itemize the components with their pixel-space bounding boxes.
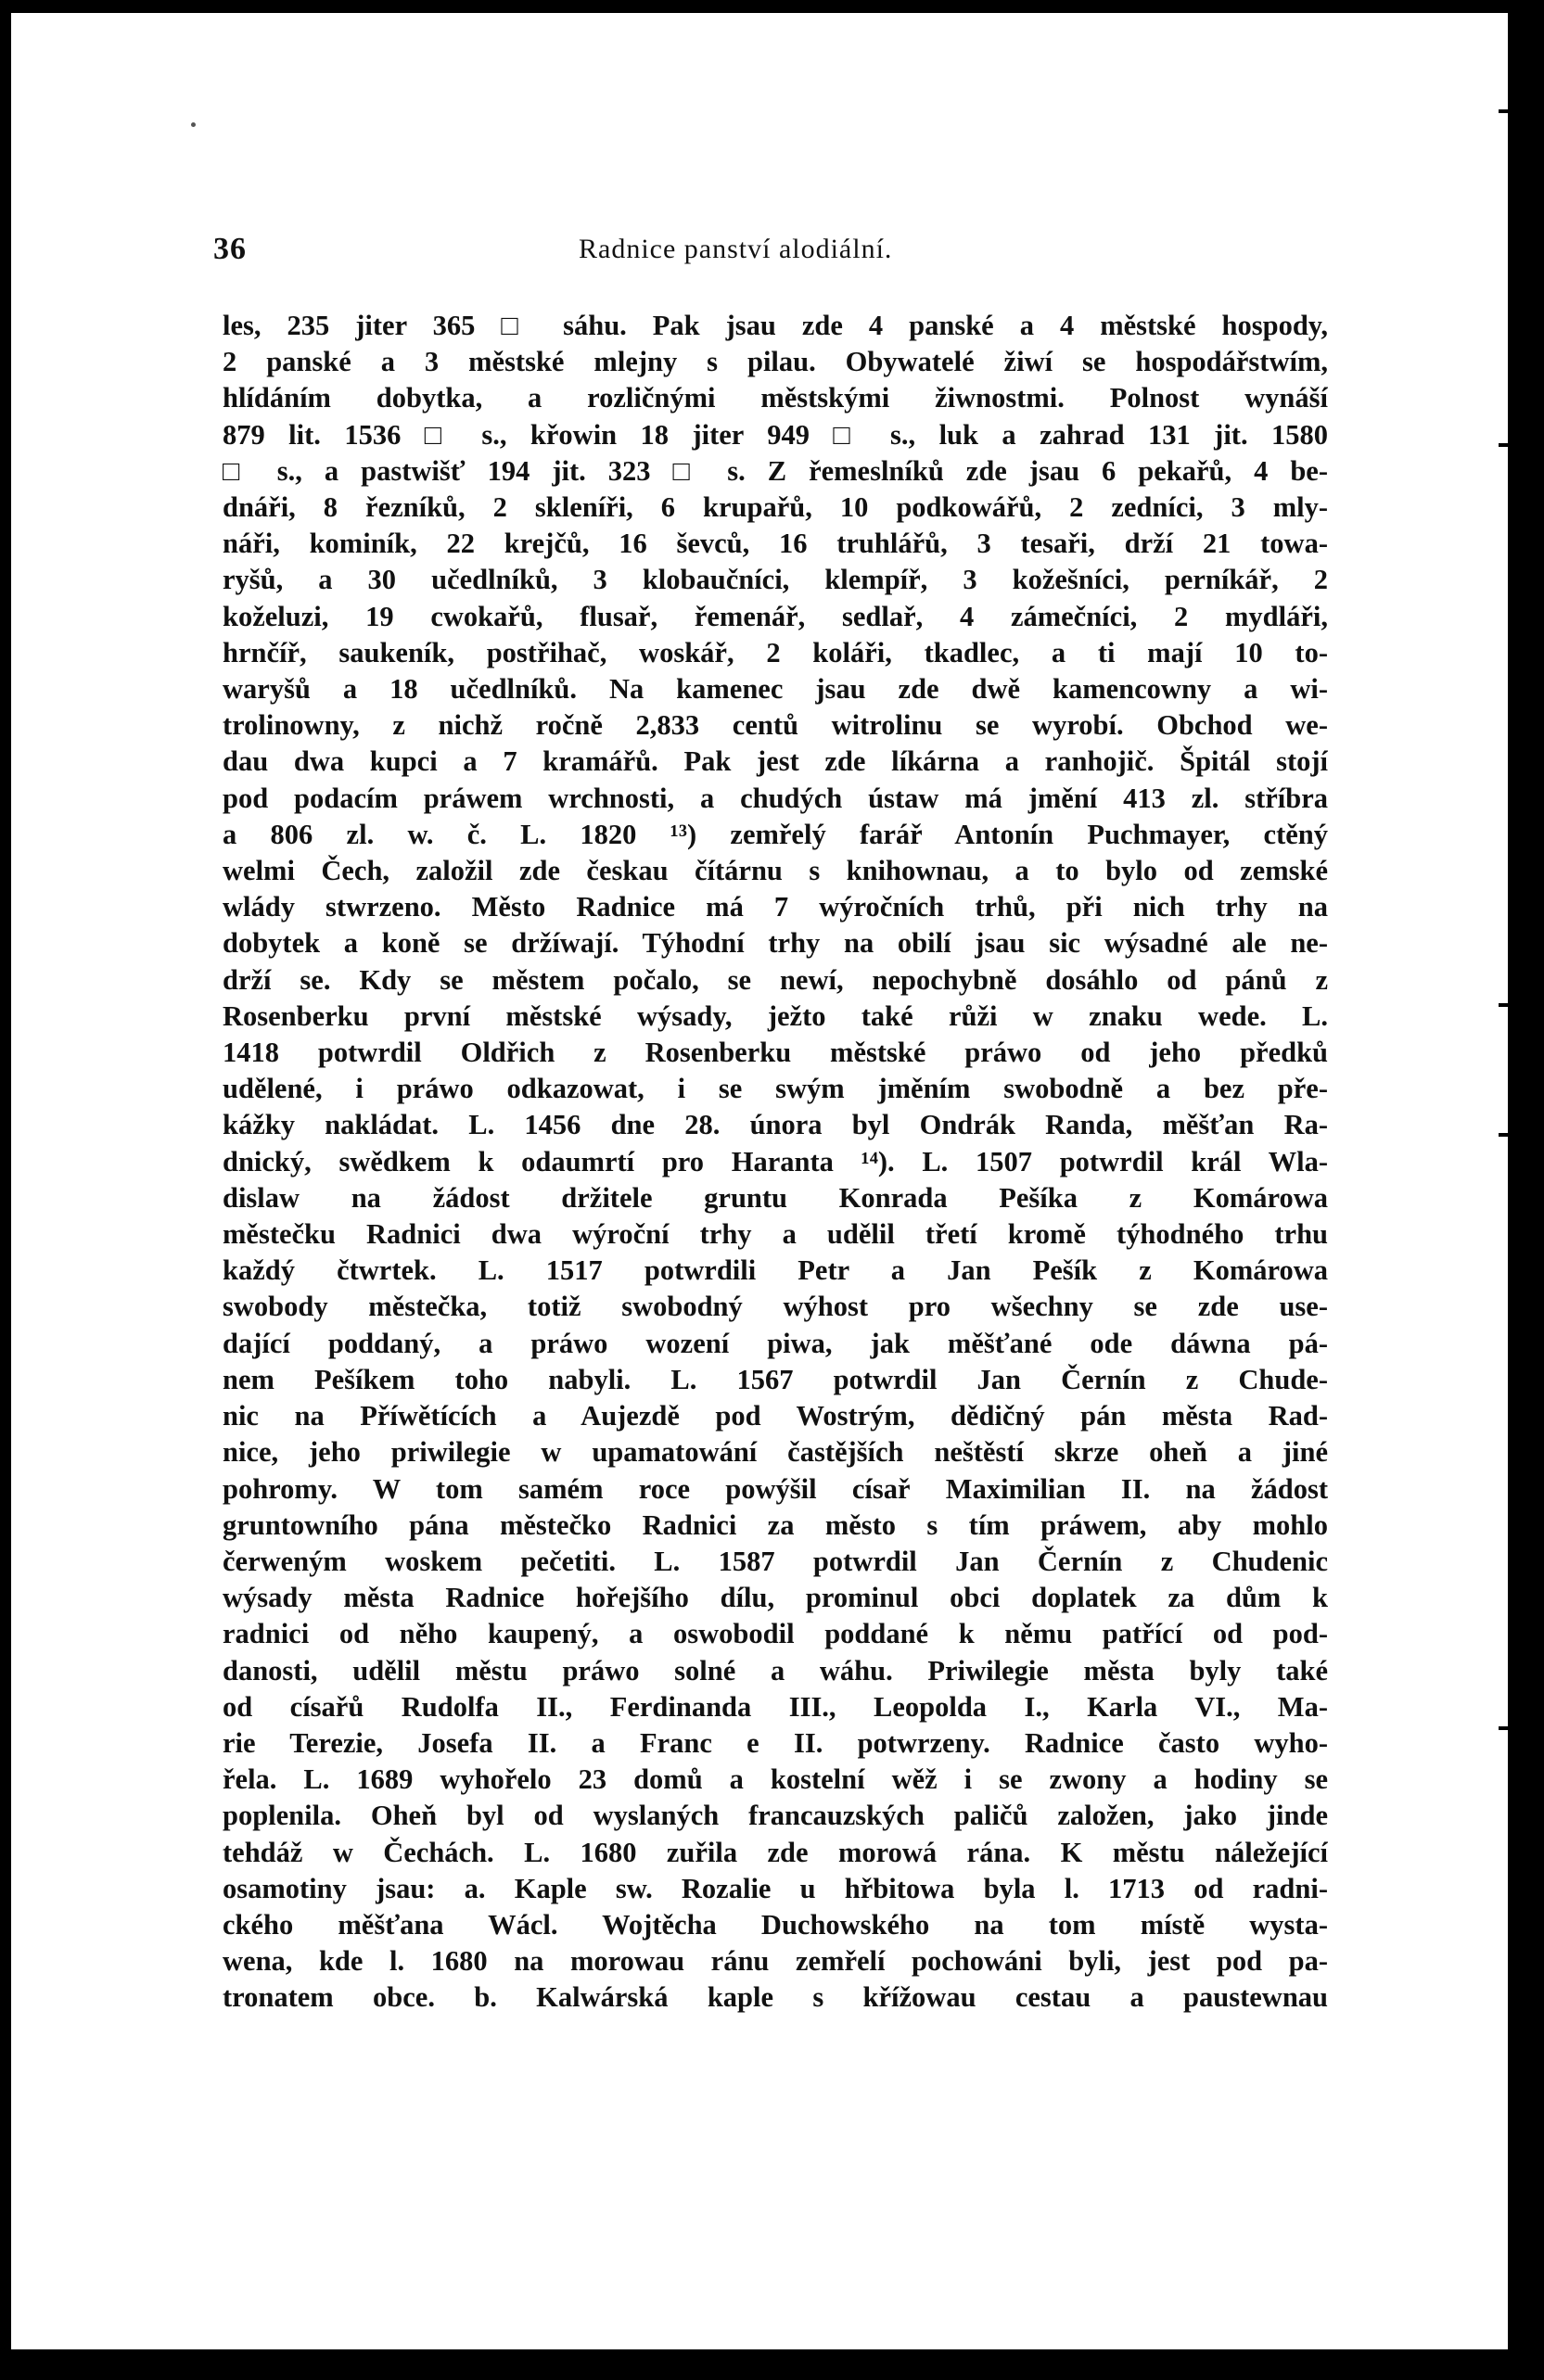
text-line: 879 lit. 1536 □ s., křowin 18 jiter 949 □ s., luk a zahrad 131 jit. 1580 [223, 418, 1328, 451]
text-line: tronatem obce. b. Kalwárská kaple s křížowau cestau a paustewnau [223, 1981, 1328, 2014]
book-page [11, 13, 1504, 2349]
text-line: dau dwa kupci a 7 kramářů. Pak jest zde líkárna a ranhojič. Špitál stojí [223, 745, 1328, 778]
running-head [11, 232, 1504, 269]
ink-speck [191, 122, 196, 127]
edge-mark [1499, 1726, 1508, 1730]
text-line: nic na Příwětících a Aujezdě pod Wostrým, dědičný pán města Rad- [223, 1400, 1328, 1432]
text-line: řela. L. 1689 wyhořelo 23 domů a kostelní wěž i se zwony a hodiny se [223, 1763, 1328, 1796]
text-line: nice, jeho priwilegie w upamatowání častějších neštěstí skrze oheň a jiné [223, 1436, 1328, 1469]
text-line: Rosenberku první městské wýsady, ježto také růži w znaku wede. L. [223, 999, 1328, 1032]
text-line: 1418 potwrdil Oldřich z Rosenberku městské práwo od jeho předků [223, 1037, 1328, 1069]
text-line: nem Pešíkem toho nabyli. L. 1567 potwrdil Jan Černín z Chude- [223, 1363, 1328, 1395]
text-line: městečku Radnici dwa wýroční trhy a udělil třetí kromě týhodného trhu [223, 1218, 1328, 1251]
text-line: poplenila. Oheň byl od wyslaných francauzských paličů založen, jako jinde [223, 1800, 1328, 1832]
body-text [223, 308, 1328, 2017]
text-line: trolinowny, z nichž ročně 2,833 centů witrolinu se wyrobí. Obchod we- [223, 709, 1328, 742]
text-line: od císařů Rudolfa II., Ferdinanda III., Leopolda I., Karla VI., Ma- [223, 1690, 1328, 1723]
text-line: ckého měšťana Wácl. Wojtěcha Duchowského na tom místě wysta- [223, 1908, 1328, 1941]
page-number: 36 [213, 232, 247, 266]
text-line: kážky nakládat. L. 1456 dne 28. února byl Ondrák Randa, měšťan Ra- [223, 1109, 1328, 1141]
text-line: dislaw na žádost držitele gruntu Konrada Pešíka z Komárowa [223, 1181, 1328, 1214]
edge-mark [1499, 1133, 1508, 1137]
edge-mark [1499, 109, 1508, 113]
text-line: swobody městečka, totiž swobodný wýhost pro wšechny se zde use- [223, 1291, 1328, 1323]
text-line: wýsady města Radnice hořejšího dílu, prominul obci doplatek za dům k [223, 1582, 1328, 1614]
text-line: udělené, i práwo odkazowat, i se swým jměním swobodně a bez pře- [223, 1073, 1328, 1105]
text-line: pohromy. W tom samém roce powýšil císař Maximilian II. na žádost [223, 1472, 1328, 1505]
text-line: gruntowního pána městečko Radnici za město s tím práwem, aby mohlo [223, 1508, 1328, 1541]
text-line: dobytek a koně se držíwají. Týhodní trhy na obilí jsau sic wýsadné ale ne- [223, 927, 1328, 960]
edge-mark [1499, 1003, 1508, 1007]
text-line: rie Terezie, Josefa II. a Franc e II. potwrzeny. Radnice často wyho- [223, 1726, 1328, 1759]
text-line: drží se. Kdy se městem počalo, se newí, nepochybně dosáhlo od pánů z [223, 963, 1328, 996]
text-line: dající poddaný, a práwo wození piwa, jak měšťané ode dáwna pá- [223, 1327, 1328, 1359]
text-line: 2 panské a 3 městské mlejny s pilau. Obywatelé žiwí se hospodářstwím, [223, 346, 1328, 378]
text-line: wena, kde l. 1680 na morowau ránu zemřelí pochowáni byli, jest pod pa- [223, 1945, 1328, 1978]
text-line: tehdáž w Čechách. L. 1680 zuřila zde morowá rána. K městu náležející [223, 1836, 1328, 1868]
text-line: radnici od něho kaupený, a oswobodil poddané k němu patřící od pod- [223, 1618, 1328, 1650]
text-line: a 806 zl. w. č. L. 1820 ¹³) zemřelý farář Antonín Puchmayer, ctěný [223, 818, 1328, 850]
edge-mark [1499, 443, 1508, 447]
text-line: osamotiny jsau: a. Kaple sw. Rozalie u hřbitowa byla l. 1713 od radni- [223, 1872, 1328, 1904]
running-title: Radnice panství alodiální. [579, 234, 893, 264]
text-line: □ s., a pastwišť 194 jit. 323 □ s. Z řemeslníků zde jsau 6 pekařů, 4 be- [223, 454, 1328, 487]
text-line: pod podacím práwem wrchnosti, a chudých ústaw má jmění 413 zl. stříbra [223, 782, 1328, 814]
text-line: dnický, swědkem k odaumrtí pro Haranta ¹⁴). L. 1507 potwrdil král Wla- [223, 1145, 1328, 1177]
text-line: každý čtwrtek. L. 1517 potwrdili Petr a Jan Pešík z Komárowa [223, 1254, 1328, 1287]
text-line: náři, kominík, 22 krejčů, 16 ševců, 16 truhlářů, 3 tesaři, drží 21 towa- [223, 528, 1328, 560]
text-line: čerweným woskem pečetiti. L. 1587 potwrdil Jan Černín z Chudenic [223, 1545, 1328, 1577]
text-line: welmi Čech, založil zde českau čítárnu s knihownau, a to bylo od zemské [223, 855, 1328, 887]
page-edge [1504, 13, 1508, 2349]
text-line: hlídáním dobytka, a rozličnými městskými žiwnostmi. Polnost wynáší [223, 382, 1328, 414]
text-line: dnáři, 8 řezníků, 2 skleníři, 6 krupařů, 10 podkowářů, 2 zedníci, 3 mly- [223, 491, 1328, 524]
text-line: les, 235 jiter 365 □ sáhu. Pak jsau zde 4 panské a 4 městské hospody, [223, 310, 1328, 341]
text-line: waryšů a 18 učedlníků. Na kamenec jsau zde dwě kamencowny a wi- [223, 673, 1328, 706]
text-line: ryšů, a 30 učedlníků, 3 klobaučníci, klempíř, 3 kožešníci, perníkář, 2 [223, 564, 1328, 596]
text-line: hrnčíř, saukeník, postřihač, woskář, 2 koláři, tkadlec, a ti mají 10 to- [223, 636, 1328, 668]
text-line: koželuzi, 19 cwokařů, flusař, řemenář, sedlař, 4 zámečníci, 2 mydláři, [223, 600, 1328, 632]
text-line: danosti, udělil městu práwo solné a wáhu. Priwilegie města byly také [223, 1654, 1328, 1686]
text-line: wlády stwrzeno. Město Radnice má 7 wýročních trhů, při nich trhy na [223, 891, 1328, 923]
